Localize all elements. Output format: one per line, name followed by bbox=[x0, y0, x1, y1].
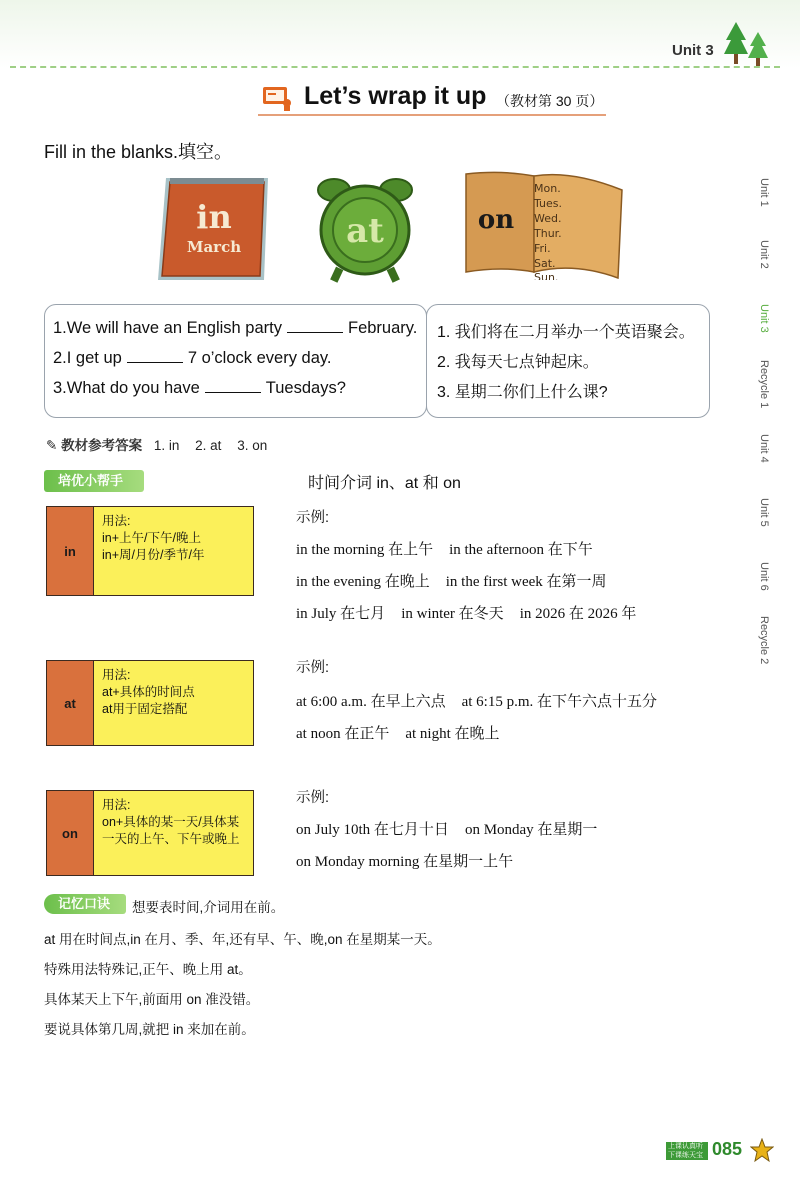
exercise-english-box bbox=[44, 304, 427, 418]
translation-1: 1. 我们将在二月举办一个英语聚会。 bbox=[437, 324, 695, 341]
page-number: 085 bbox=[712, 1139, 743, 1159]
memory-badge: 记忆口诀 bbox=[44, 894, 126, 914]
section-title bbox=[258, 82, 606, 116]
usage-body: 用法: in+上午/下午/晚上 in+周/月份/季节/年 bbox=[94, 506, 254, 596]
alarm-clock-picture bbox=[312, 172, 418, 284]
side-tab-unit-2[interactable]: Unit 2 bbox=[758, 240, 770, 269]
star-icon bbox=[750, 1138, 774, 1164]
memory-line: at 用在时间点,in 在月、季、年,还有早、午、晚,on 在星期某一天。 bbox=[44, 932, 441, 947]
answer-key bbox=[46, 434, 279, 454]
title-sub: （教材第 30 页） bbox=[496, 93, 604, 109]
clock-word: at bbox=[346, 211, 384, 251]
usage-tag: in bbox=[46, 506, 94, 596]
side-tab-recycle-1[interactable]: Recycle 1 bbox=[758, 360, 770, 409]
answer-blank[interactable] bbox=[287, 321, 343, 333]
example-row: in July 在七月 in winter 在冬天 in 2026 在 2026 年 bbox=[296, 606, 637, 622]
example-row: at noon 在正午 at night 在晚上 bbox=[296, 726, 500, 742]
header-divider bbox=[10, 66, 780, 68]
side-tab-unit-5[interactable]: Unit 5 bbox=[758, 498, 770, 527]
calendar-word: in bbox=[196, 198, 232, 236]
answer-item: 2. at bbox=[195, 438, 222, 453]
exercise-sentence-1: 1.We will have an English party February. bbox=[53, 319, 418, 337]
usage-body: 用法: on+具体的某一天/具体某 一天的上午、下午或晚上 bbox=[94, 790, 254, 876]
memory-line: 要说具体第几周,就把 in 来加在前。 bbox=[44, 1022, 255, 1037]
book-day: Thur. bbox=[534, 227, 562, 240]
memory-line: 想要表时间,介词用在前。 bbox=[132, 900, 285, 915]
trees-icon bbox=[722, 20, 770, 68]
calendar-month: March bbox=[186, 238, 242, 256]
helper-title: 时间介词 in、at 和 on bbox=[308, 475, 461, 492]
exercise-sentence-3: 3.What do you have Tuesdays? bbox=[53, 379, 346, 397]
usage-card-in bbox=[46, 506, 254, 596]
example-row: in the morning 在上午 in the afternoon 在下午 bbox=[296, 542, 593, 558]
side-tab-unit-1[interactable]: Unit 1 bbox=[758, 178, 770, 207]
answer-blank[interactable] bbox=[205, 381, 261, 393]
footer-slogan: 上课认真听 下课练天宝 bbox=[666, 1142, 708, 1160]
usage-tag: on bbox=[46, 790, 94, 876]
usage-card-on bbox=[46, 790, 254, 876]
memory-line: 具体某天上下午,前面用 on 准没错。 bbox=[44, 992, 260, 1007]
calendar-picture bbox=[156, 176, 270, 284]
example-label: 示例: bbox=[296, 790, 330, 806]
side-tab-unit-6[interactable]: Unit 6 bbox=[758, 562, 770, 591]
helper-badge: 培优小帮手 bbox=[44, 470, 144, 492]
example-row: at 6:00 a.m. 在早上六点 at 6:15 p.m. 在下午六点十五分 bbox=[296, 694, 657, 710]
example-row: on July 10th 在七月十日 on Monday 在星期一 bbox=[296, 822, 598, 838]
instruction: Fill in the blanks.填空。 bbox=[44, 142, 233, 162]
title-main: Let’s wrap it up bbox=[304, 82, 487, 110]
example-row: in the evening 在晚上 in the first week 在第一周 bbox=[296, 574, 607, 590]
answer-label: 教材参考答案 bbox=[61, 438, 143, 453]
book-day: Sat. bbox=[534, 257, 556, 270]
usage-card-at bbox=[46, 660, 254, 746]
exercise-chinese-box bbox=[426, 304, 710, 418]
answer-item: 1. in bbox=[153, 438, 180, 453]
book-day: Sun. bbox=[534, 271, 559, 280]
pencil-icon: ✎ bbox=[46, 438, 58, 453]
book-day: Mon. bbox=[534, 182, 561, 195]
book-day: Fri. bbox=[534, 242, 551, 255]
blackboard-icon bbox=[262, 84, 292, 112]
usage-tag: at bbox=[46, 660, 94, 746]
answer-item: 3. on bbox=[237, 438, 268, 453]
side-tab-unit-3[interactable]: Unit 3 bbox=[758, 304, 770, 333]
memory-line: 特殊用法特殊记,正午、晚上用 at。 bbox=[44, 962, 252, 977]
example-label: 示例: bbox=[296, 510, 330, 526]
book-day: Wed. bbox=[534, 212, 562, 225]
translation-2: 2. 我每天七点钟起床。 bbox=[437, 354, 599, 371]
exercise-sentence-2: 2.I get up 7 o’clock every day. bbox=[53, 349, 332, 367]
page-number-badge bbox=[666, 1138, 772, 1164]
answer-blank[interactable] bbox=[127, 351, 183, 363]
usage-body: 用法: at+具体的时间点 at用于固定搭配 bbox=[94, 660, 254, 746]
side-tab-unit-4[interactable]: Unit 4 bbox=[758, 434, 770, 463]
translation-3: 3. 星期二你们上什么课? bbox=[437, 384, 608, 401]
side-tab-recycle-2[interactable]: Recycle 2 bbox=[758, 616, 770, 665]
book-word: on bbox=[477, 205, 515, 235]
book-day: Tues. bbox=[534, 197, 563, 210]
example-row: on Monday morning 在星期一上午 bbox=[296, 854, 514, 870]
example-label: 示例: bbox=[296, 660, 330, 676]
book-picture bbox=[462, 168, 632, 280]
unit-label: Unit 3 bbox=[672, 42, 714, 59]
